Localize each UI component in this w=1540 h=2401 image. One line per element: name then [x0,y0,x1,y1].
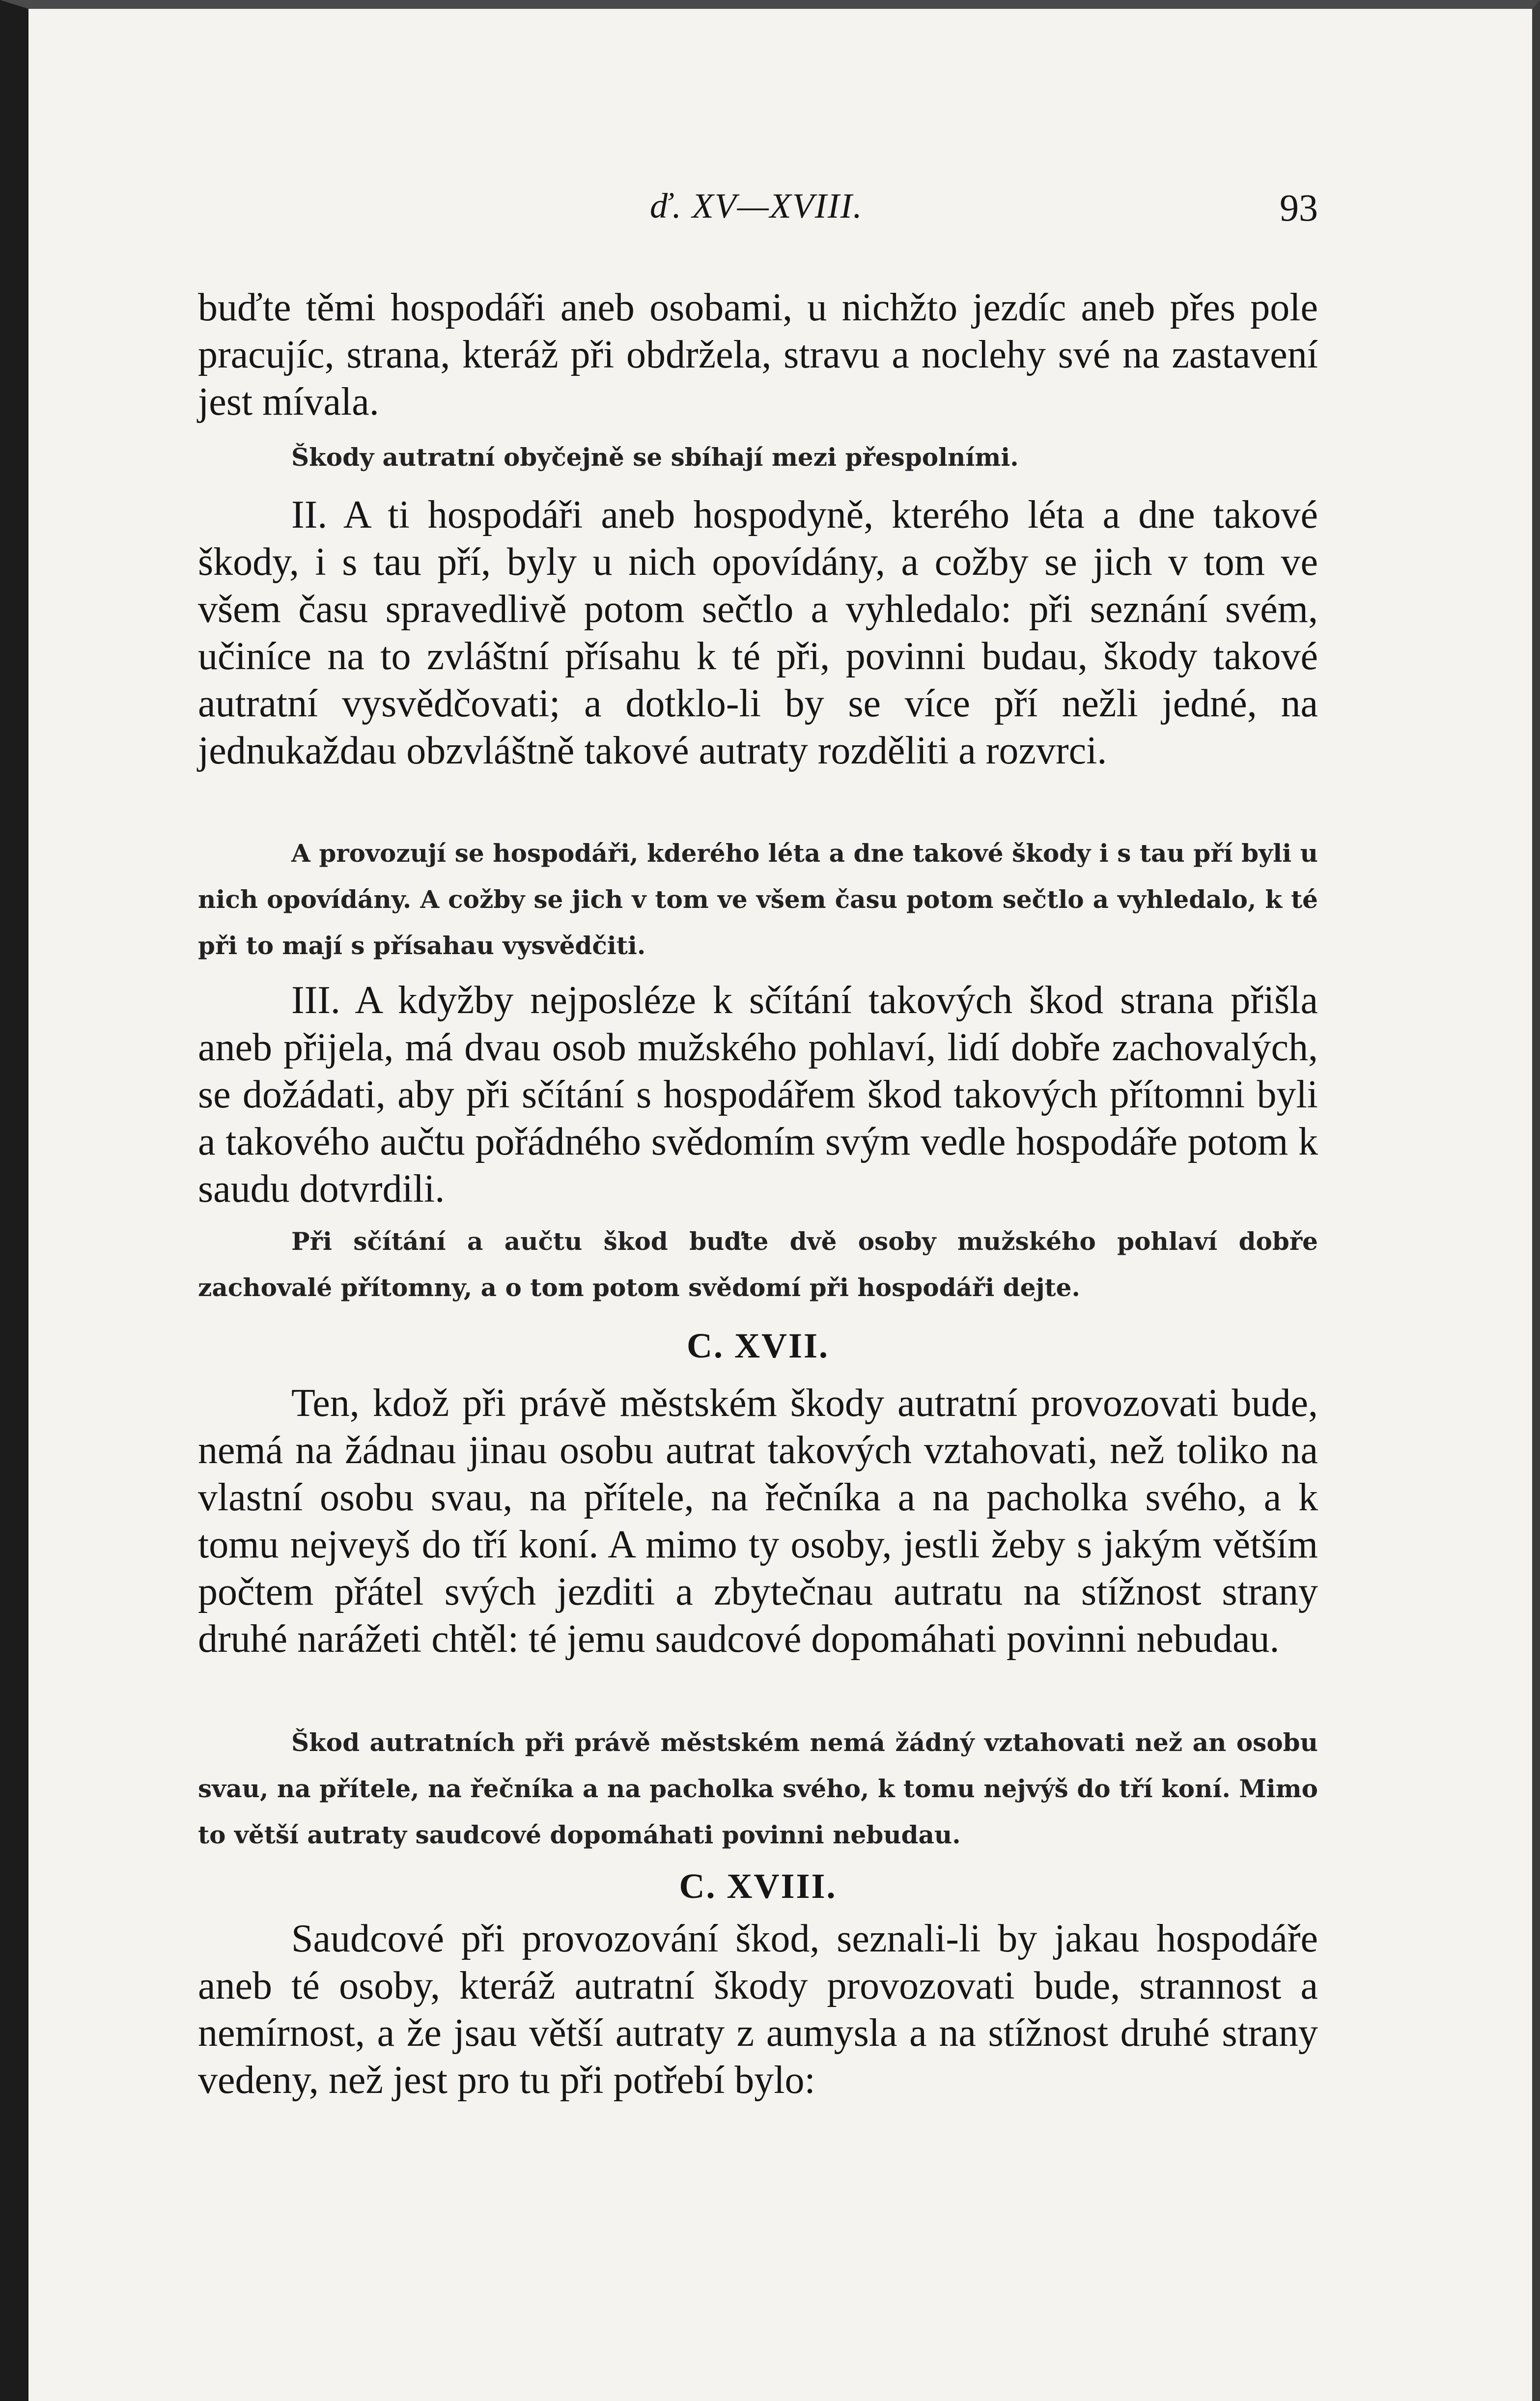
paragraph-iii: III. A kdyžby nejposléze k sčítání takových škod strana přišla aneb přijela, má dvau osob mužského pohlaví, lidí dobře zachovalých, se dožádati, aby při sčítání s hospodářem škod takových přítomni byli a takového aučtu pořádného svědomím svým vedle hospodáře potom k saudu dotvrdili. [198,979,1318,1211]
running-head: ď. XV—XVIII. [650,186,863,226]
section-heading-xvii: C. XVII. [686,1326,830,1365]
summary-note: Škod autratních při právě městském nemá žádný vztahovati než an osobu svau, na přítele, na řečníka a na pacholka svého, k tomu nejvýš do tří koní. Mimo to větší autraty saudcové dopomáhati povinni nebudau. [198,1728,1318,1849]
paragraph-xvii: Ten, kdož při právě městském škody autratní provozovati bude, nemá na žádnau jinau osobu autrat takových vztahovati, než toliko na vlastní osobu svau, na přítele, na řečníka a na pacholka svého, a k tomu nejveyš do tří koní. A mimo ty osoby, jestli žeby s jakým větším počtem přátel svých jezditi a zbytečnau autratu na stížnost strany druhé narážeti chtěl: té jemu saudcové dopomáhati povinni nebudau. [198,1382,1318,1661]
paragraph-continuation: buďte těmi hospodáři aneb osobami, u nichžto jezdíc aneb přes pole pracujíc, strana, kteráž při obdržela, stravu a noclehy své na zastavení jest mívala. [198,286,1318,424]
paragraph-ii: II. A ti hospodáři aneb hospodyně, kterého léta a dne takové škody, i s tau pří, byly u nich opovídány, a cožby se jich v tom ve všem času spravedlivě potom sečtlo a vyhledalo: při seznání svém, učiníce na to zvláštní přísahu k té při, povinni budau, škody takové autratní vysvědčovati; a dotklo-li by se více pří nežli jedné, na jednukaždau obzvláštně takové autraty rozděliti a rozvrci. [198,493,1318,772]
paragraph-xviii: Saudcové při provozování škod, seznali-li by jakau hospodáře aneb té osoby, kteráž autratní škody provozovati bude, strannost a nemírnost, a že jsau větší autraty z aumysla a na stížnost druhé strany vedeny, než jest pro tu při potřebí bylo: [198,1917,1318,2102]
summary-note: Při sčítání a aučtu škod buďte dvě osoby mužského pohlaví dobře zachovalé přítomny, a o tom potom svědomí při hospodáři dejte. [198,1227,1318,1302]
summary-note: A provozují se hospodáři, kderého léta a dne takové škody i s tau pří byli u nich opovídány. A cožby se jich v tom ve všem času potom sečtlo a vyhledalo, k té při to mají s přísahau vysvědčiti. [198,839,1318,960]
page-header [198,186,1318,240]
section-heading-xviii: C. XVIII. [679,1866,837,1906]
summary-note: Škody autratní obyčejně se sbíhají mezi přespolními. [291,443,1019,472]
page-number: 93 [1280,186,1318,229]
